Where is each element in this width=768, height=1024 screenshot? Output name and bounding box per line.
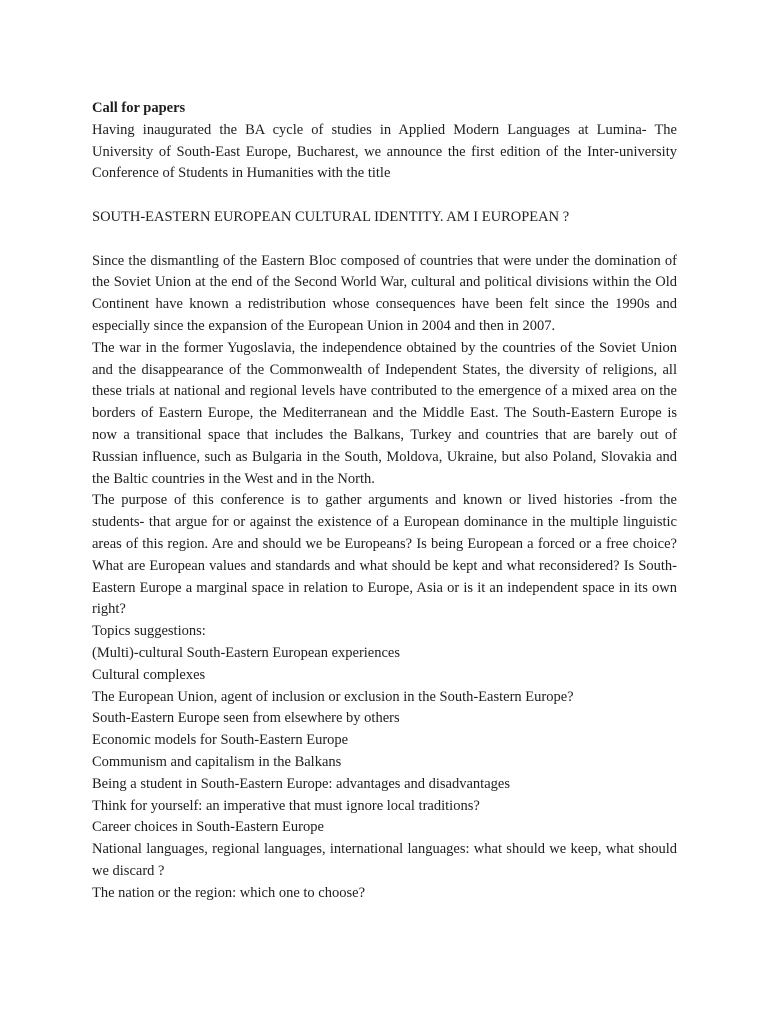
body-paragraph: The war in the former Yugoslavia, the independence obtained by the countries of the Soviet Union and the disappearance of the Commonwealth of Independent States, the diversity of religions, all these trials at national and regional levels have contributed to the emergence of a mixed area on the borders of Eastern Europe, the Mediterranean and the Middle East. The South-Eastern Europe is now a transitional space that includes the Balkans, Turkey and countries that are barely out of Russian influence, such as Bulgaria in the South, Moldova, Ukraine, but also Poland, Slovakia and the Baltic countries in the West and in the North. — [92, 339, 677, 487]
topics-heading: Topics suggestions: — [92, 623, 206, 640]
body-paragraph: Since the dismantling of the Eastern Bloc composed of countries that were under the domination of the Soviet Union at the end of the Second World War, cultural and political divisions within the Old Continent have known a redistribution whose consequences have been felt since the 1990s and especially since the expansion of the European Union in 2004 and then in 2007. — [92, 252, 677, 334]
topic-item: Being a student in South-Eastern Europe: advantages and disadvantages — [92, 775, 510, 792]
topic-item: Communism and capitalism in the Balkans — [92, 753, 342, 770]
body-paragraph: The purpose of this conference is to gather arguments and known or lived histories -from the students- that argue for or against the existence of a European dominance in the multiple linguistic areas of this region. Are and should we be Europeans? Is being European a forced or a free choice? What are European values and standards and what should be kept and what reconsidered? Is South-Eastern Europe a marginal space in relation to Europe, Asia or is it an independent space in its own right? — [92, 492, 677, 618]
document-page — [92, 98, 677, 904]
topic-item: South-Eastern Europe seen from elsewhere by others — [92, 710, 400, 727]
intro-paragraph: Having inaugurated the BA cycle of studies in Applied Modern Languages at Lumina- The University of South-East Europe, Bucharest, we announce the first edition of the Inter-university Conference of Students in Humanities with the title — [92, 121, 677, 182]
topic-item: National languages, regional languages, international languages: what should we keep, what should we discard ? — [92, 841, 677, 879]
document-heading: Call for papers — [92, 100, 186, 116]
topic-item: Think for yourself: an imperative that must ignore local traditions? — [92, 797, 480, 814]
topic-item: Career choices in South-Eastern Europe — [92, 819, 324, 836]
topic-item: The European Union, agent of inclusion or exclusion in the South-Eastern Europe? — [92, 688, 574, 705]
topic-item: Cultural complexes — [92, 666, 206, 683]
conference-title: SOUTH-EASTERN EUROPEAN CULTURAL IDENTITY. AM I EUROPEAN ? — [92, 208, 570, 225]
topic-item: (Multi)-cultural South-Eastern European experiences — [92, 644, 401, 661]
topic-item: The nation or the region: which one to choose? — [92, 884, 366, 901]
topics-list — [92, 643, 677, 905]
topic-item: Economic models for South-Eastern Europe — [92, 732, 349, 749]
